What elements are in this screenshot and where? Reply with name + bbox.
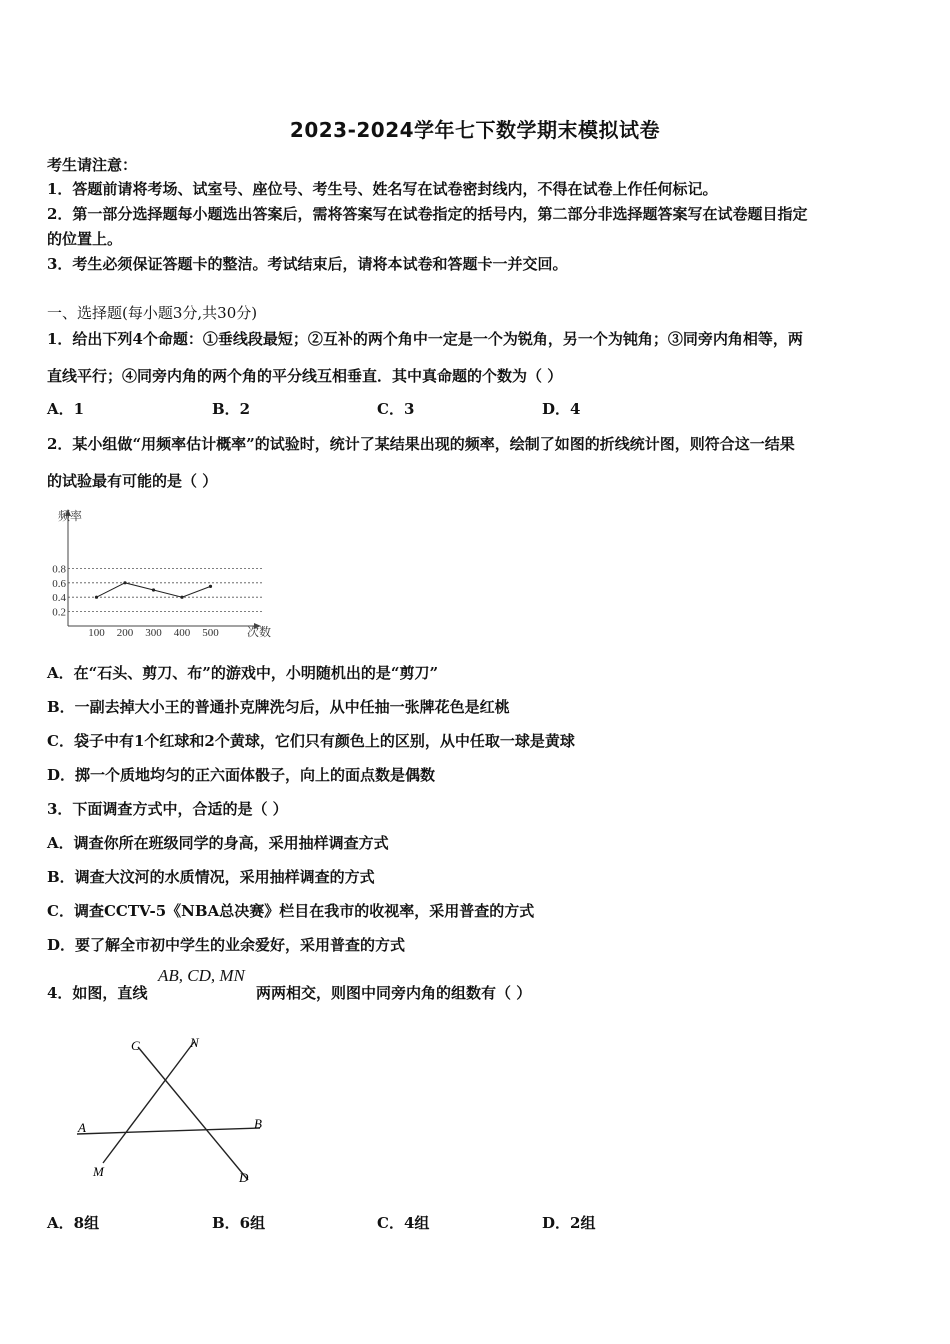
y-tick-label: 0.4 xyxy=(52,592,66,605)
q3-option-c: C．调查CCTV-5《NBA总决赛》栏目在我市的收视率，采用普查的方式 xyxy=(47,902,535,920)
q4-stem-math: AB, CD, MN xyxy=(158,966,245,985)
frequency-line-chart xyxy=(44,506,280,642)
q4-option-a: A．8组 xyxy=(47,1214,100,1232)
q1-option-b: B．2 xyxy=(212,400,251,418)
page-title: 2023-2024学年七下数学期末模拟试卷 xyxy=(289,118,661,142)
q3-option-b: B．调查大汶河的水质情况，采用抽样调查的方式 xyxy=(47,868,375,886)
x-tick-label: 500 xyxy=(202,627,219,639)
q2-option-d: D．掷一个质地均匀的正六面体骰子，向上的面点数是偶数 xyxy=(47,766,436,784)
label-n: N xyxy=(190,1035,199,1050)
q1-option-c: C．3 xyxy=(377,400,415,418)
q2-stem-line2: 的试验最有可能的是（ ） xyxy=(47,472,218,490)
notice-item-2-cont: 的位置上。 xyxy=(47,230,123,248)
data-point xyxy=(209,585,212,588)
q4-option-c: C．4组 xyxy=(377,1214,430,1232)
q4-stem-prefix: 4．如图，直线 xyxy=(47,984,148,1002)
line-cd xyxy=(138,1047,248,1180)
q3-option-d: D．要了解全市初中学生的业余爱好，采用普查的方式 xyxy=(47,936,406,954)
label-a: A xyxy=(78,1120,86,1135)
x-tick-label: 100 xyxy=(88,627,105,639)
q2-option-a: A．在“石头、剪刀、布”的游戏中，小明随机出的是“剪刀” xyxy=(47,664,439,682)
y-axis-label: 频率 xyxy=(58,509,83,523)
q3-option-a: A．调查你所在班级同学的身高，采用抽样调查方式 xyxy=(47,834,389,852)
q1-stem-line2: 直线平行；④同旁内角的两个角的平分线互相垂直．其中真命题的个数为（ ） xyxy=(47,367,563,385)
y-tick-label: 0.2 xyxy=(52,606,66,619)
q2-option-b: B．一副去掉大小王的普通扑克牌洗匀后，从中任抽一张牌花色是红桃 xyxy=(47,698,510,716)
notice-heading: 考生请注意： xyxy=(47,156,138,174)
notice-item-3: 3．考生必须保证答题卡的整洁。考试结束后，请将本试卷和答题卡一并交回。 xyxy=(47,255,568,273)
label-b: B xyxy=(254,1116,262,1131)
data-point xyxy=(152,588,155,591)
data-point xyxy=(95,596,98,599)
data-point xyxy=(180,596,183,599)
q4-stem-suffix: 两两相交，则图中同旁内角的组数有（ ） xyxy=(256,984,532,1002)
intersecting-lines-figure xyxy=(70,1030,270,1190)
label-d: D xyxy=(239,1170,249,1185)
q2-option-c: C．袋子中有1个红球和2个黄球，它们只有颜色上的区别，从中任取一球是黄球 xyxy=(47,732,575,750)
x-axis-label: 次数 xyxy=(247,625,272,639)
q1-stem-line1: 1．给出下列4个命题：①垂线段最短；②互补的两个角中一定是一个为锐角，另一个为钝角；③同旁内角相等，两 xyxy=(47,330,803,348)
q4-option-b: B．6组 xyxy=(212,1214,266,1232)
section-heading: 一、选择题(每小题3分,共30分) xyxy=(47,304,258,322)
notice-item-2: 2．第一部分选择题每小题选出答案后，需将答案写在试卷指定的括号内，第二部分非选择题答案写在试卷题目指定 xyxy=(47,205,808,223)
y-tick-label: 0.8 xyxy=(52,563,66,576)
x-tick-label: 200 xyxy=(116,627,134,639)
line-ab xyxy=(77,1128,260,1134)
label-c: C xyxy=(131,1038,140,1053)
q1-option-a: A．1 xyxy=(47,400,85,418)
label-m: M xyxy=(93,1164,104,1179)
y-tick-label: 0.6 xyxy=(52,577,66,590)
x-tick-label: 300 xyxy=(145,627,162,639)
notice-item-1: 1．答题前请将考场、试室号、座位号、考生号、姓名写在试卷密封线内，不得在试卷上作任何标记。 xyxy=(47,180,718,198)
data-point xyxy=(123,581,126,584)
q1-option-d: D．4 xyxy=(542,400,581,418)
q4-option-d: D．2组 xyxy=(542,1214,596,1232)
q2-stem-line1: 2．某小组做“用频率估计概率”的试验时，统计了某结果出现的频率，绘制了如图的折线统计图，则符合这一结果 xyxy=(47,435,795,453)
q3-stem: 3．下面调查方式中，合适的是（ ） xyxy=(47,800,288,818)
x-tick-label: 400 xyxy=(173,627,191,639)
